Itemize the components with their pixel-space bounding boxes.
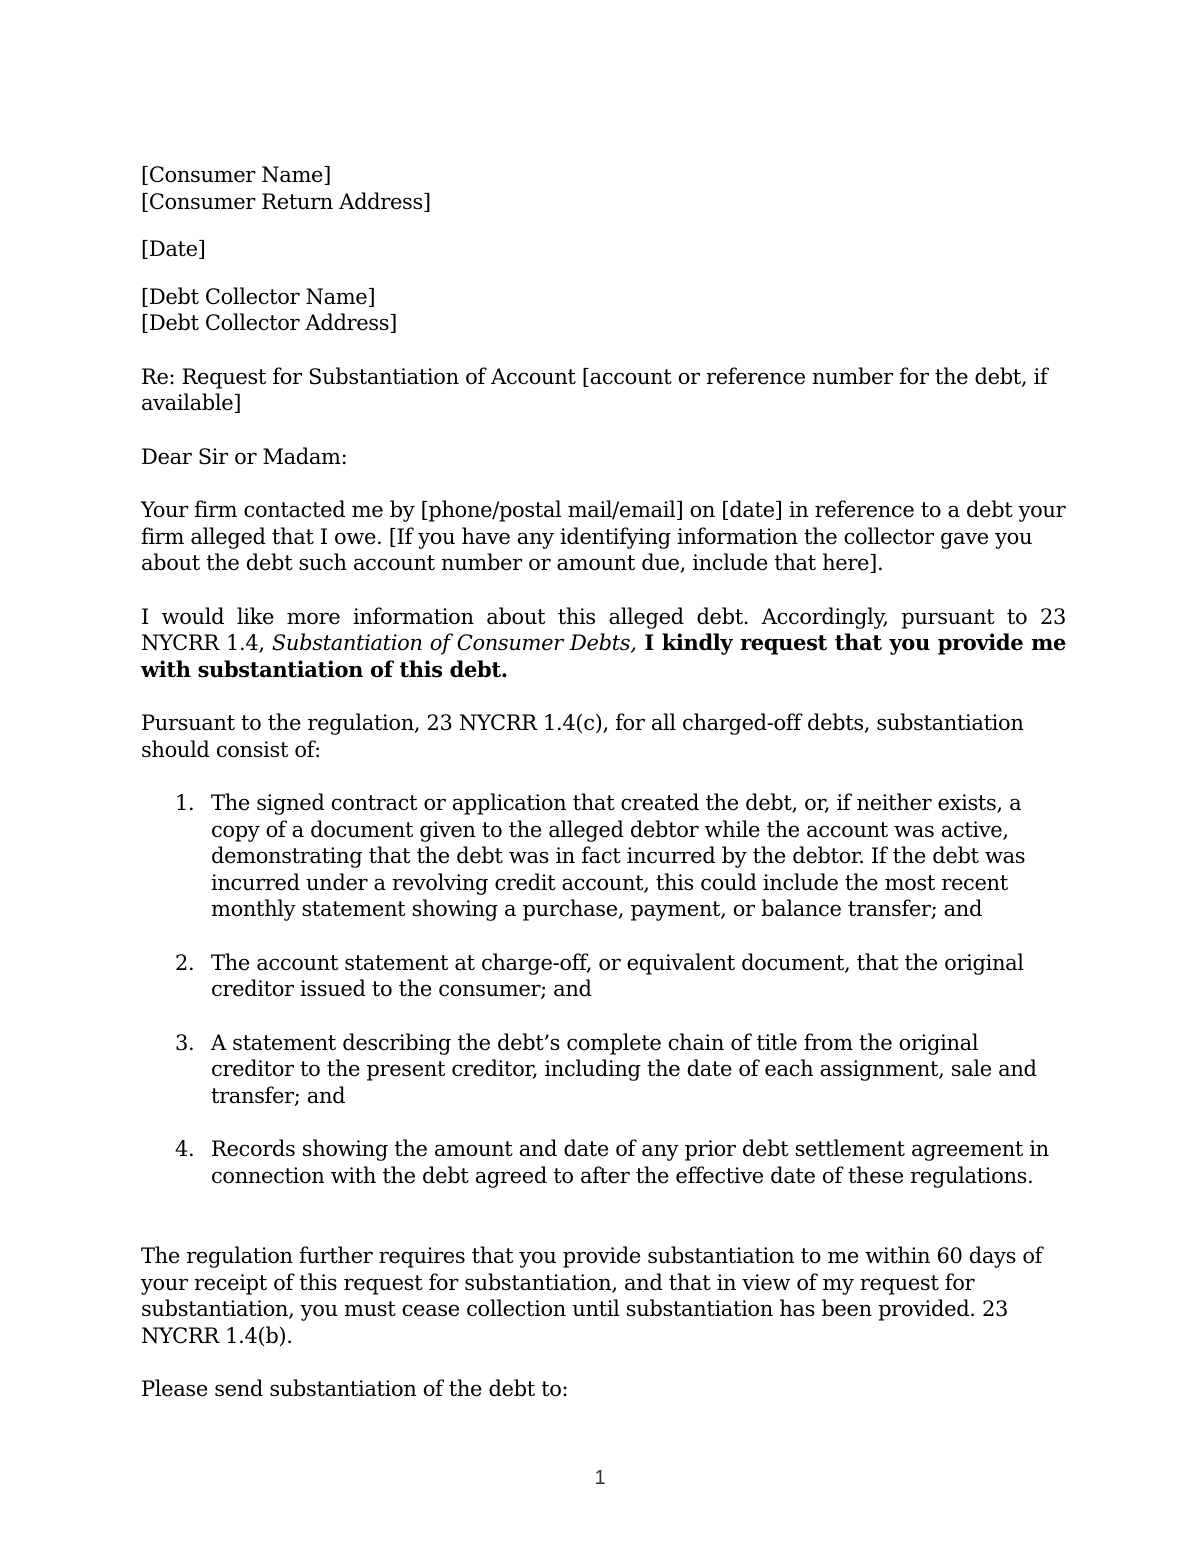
paragraph-contact: Your firm contacted me by [phone/postal mail/email] on [date] in reference to a debt your firm alleged that I owe. [If you have any identifying information the collector gave you about the debt such account number or amount due, include that here]. (141, 498, 1066, 575)
letter-body (141, 162, 1066, 1403)
consumer-name: [Consumer Name] (141, 163, 331, 187)
collector-name: [Debt Collector Name] (141, 284, 376, 309)
re-line: Re: Request for Substantiation of Account [account or reference number for the debt, if available] (141, 364, 1048, 415)
list-item (141, 1136, 1066, 1189)
list-number: 4. (175, 1137, 195, 1161)
list-item (141, 950, 1066, 1003)
request-statement: I kindly request that you provide me with substantiation of this debt. (141, 630, 1066, 682)
salutation: Dear Sir or Madam: (141, 444, 348, 469)
paragraph-send-to: Please send substantiation of the debt to: (141, 1377, 569, 1401)
paragraph-regulation: Pursuant to the regulation, 23 NYCRR 1.4(c), for all charged-off debts, substantiation should consist of: (141, 711, 1024, 762)
list-text: Records showing the amount and date of any prior debt settlement agreement in connection with the debt agreed to after the effective date of these regulations. (211, 1137, 1049, 1188)
paragraph-request (141, 604, 1066, 684)
list-number: 1. (175, 791, 195, 815)
consumer-address: [Consumer Return Address] (141, 189, 431, 214)
list-item (141, 790, 1066, 923)
regulation-title: Substantiation of Consumer Debts, (271, 631, 637, 655)
request-intro: I would like more information about this alleged debt. Accordingly, pursuant to 23 NYCRR 1.4, (141, 604, 1066, 655)
collector-address: [Debt Collector Address] (141, 311, 398, 335)
list-text: The account statement at charge-off, or equivalent document, that the original creditor issued to the consumer; and (211, 950, 1024, 1001)
list-text: A statement describing the debt’s complete chain of title from the original creditor to the present creditor, including the date of each assignment, sale and transfer; and (211, 1030, 1037, 1108)
paragraph-timeline: The regulation further requires that you provide substantiation to me within 60 days of your receipt of this request for substantiation, and that in view of my request for substantiation, you must cease collection until substantiation has been provided. 23 NYCRR 1.4(b). (141, 1244, 1043, 1348)
list-number: 3. (175, 1030, 195, 1055)
consumer-block (141, 162, 1066, 215)
collector-block (141, 284, 1066, 337)
substantiation-list (141, 790, 1066, 1189)
list-number: 2. (175, 950, 195, 975)
list-item (141, 1030, 1066, 1110)
list-text: The signed contract or application that created the debt, or, if neither exists, a copy of a document given to the alleged debtor while the account was active, demonstrating that the debt was in fact incurred by the debtor. If the debt was incurred under a revolving credit account, this could include the most recent monthly statement showing a purchase, payment, or balance transfer; and (211, 791, 1026, 921)
letter-date: [Date] (141, 237, 206, 261)
page-number: 1 (594, 1467, 606, 1489)
